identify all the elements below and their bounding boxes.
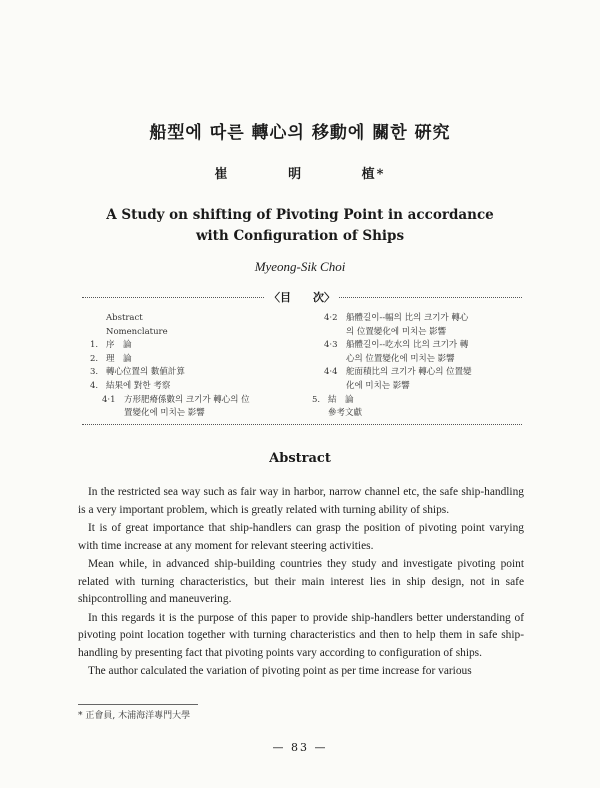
toc-item-text: 參考文獻	[328, 408, 363, 419]
toc-item	[312, 339, 517, 353]
toc-item-number: 5.	[312, 394, 321, 405]
toc-item-text: 船體길이--吃水의 比의 크기가 轉	[346, 340, 469, 351]
abstract-paragraph: In the restricted sea way such as fair way in harbor, narrow channel etc, the safe ship-handling is a very important problem, which is greatly related with turning ability of ships.	[78, 486, 524, 516]
english-title	[0, 205, 600, 247]
korean-title: 船型에 따른 轉心의 移動에 關한 硏究	[149, 123, 451, 143]
english-title-line-2: with Configuration of Ships	[195, 228, 405, 244]
abstract-paragraph: The author calculated the variation of pivoting point as per time increase for various	[88, 665, 472, 677]
toc-heading: 〈目 次〉	[82, 289, 522, 305]
toc-item-text: 置變化에 미치는 影響	[124, 408, 205, 419]
author-char-1: 崔	[214, 167, 230, 182]
toc-item-text: 化에 미치는 影響	[346, 380, 410, 391]
abstract-heading: Abstract	[269, 451, 331, 466]
toc-item-text: 理 論	[106, 353, 132, 364]
toc-item	[90, 353, 300, 367]
english-title-line-1: A Study on shifting of Pivoting Point in accordance	[106, 207, 494, 223]
toc-item	[312, 380, 517, 394]
toc-item	[312, 312, 517, 326]
toc-item	[312, 407, 517, 421]
toc-item-text: Abstract	[106, 313, 143, 323]
toc-item-text: 轉心位置의 數値計算	[106, 367, 185, 378]
abstract-paragraph: In this regards it is the purpose of this paper to provide ship-handlers better understanding of pivoting point location together with turning characteristics and then to help them in safe ship-handling by presenting fact that pivoting points vary according to configuration of ships.	[78, 611, 524, 659]
toc-item-number: 4·3	[324, 340, 338, 351]
footnote-divider	[78, 704, 198, 705]
toc-item	[90, 326, 300, 340]
toc-item	[312, 353, 517, 367]
korean-author	[0, 163, 600, 182]
toc-item-number: 3.	[90, 367, 99, 378]
toc-item	[90, 394, 300, 408]
toc-item-number: 2.	[90, 353, 99, 364]
toc-item-text: 의 位置變化에 미치는 影響	[346, 326, 447, 337]
toc-left-column	[90, 312, 300, 421]
toc-item	[90, 380, 300, 394]
abstract-body	[78, 484, 524, 682]
toc-item-text: 心의 位置變化에 미치는 影響	[346, 353, 455, 364]
toc-item-text: 序 論	[106, 340, 132, 351]
author-char-2: 明	[288, 167, 304, 182]
toc-item	[90, 407, 300, 421]
toc-item	[90, 366, 300, 380]
author-char-3: 植*	[361, 167, 386, 182]
toc-item	[90, 312, 300, 326]
page-number: — 83 —	[272, 741, 328, 754]
toc-item-number: 4·2	[324, 313, 338, 323]
toc-item-text: Nomenclature	[106, 326, 168, 337]
toc-item	[312, 366, 517, 380]
english-author: Myeong-Sik Choi	[254, 259, 346, 274]
toc-item-number: 1.	[90, 340, 99, 351]
toc-item-text: 結果에 對한 考察	[106, 380, 171, 391]
toc-item	[312, 394, 517, 408]
toc-item	[90, 339, 300, 353]
toc-item-number: 4·4	[324, 367, 338, 378]
toc-item-text: 結 論	[328, 394, 354, 405]
abstract-paragraph: Mean while, in advanced ship-building countries they study and investigate pivoting point related with turning characteristics, but their main interest lies in ship design, not in safe shipcontrolling and maneuvering.	[78, 558, 524, 605]
footnote: * 正會員, 木浦海洋專門大學	[78, 711, 191, 721]
toc-item-number: 4.	[90, 380, 99, 391]
toc-item-number: 4·1	[102, 394, 116, 405]
toc-right-column	[312, 312, 517, 421]
abstract-paragraph: It is of great importance that ship-handlers can grasp the position of pivoting point varying with time increase at any moment for relevant steering activities.	[78, 522, 524, 552]
table-of-contents	[82, 291, 522, 425]
toc-item-text: 方形肥瘠係數의 크기가 轉心의 位	[124, 394, 250, 405]
toc-item-text: 船體길이--幅의 比의 크기가 轉心	[346, 313, 469, 323]
toc-item	[312, 326, 517, 340]
toc-item-text: 舵面積比의 크기가 轉心의 位置變	[346, 367, 472, 378]
